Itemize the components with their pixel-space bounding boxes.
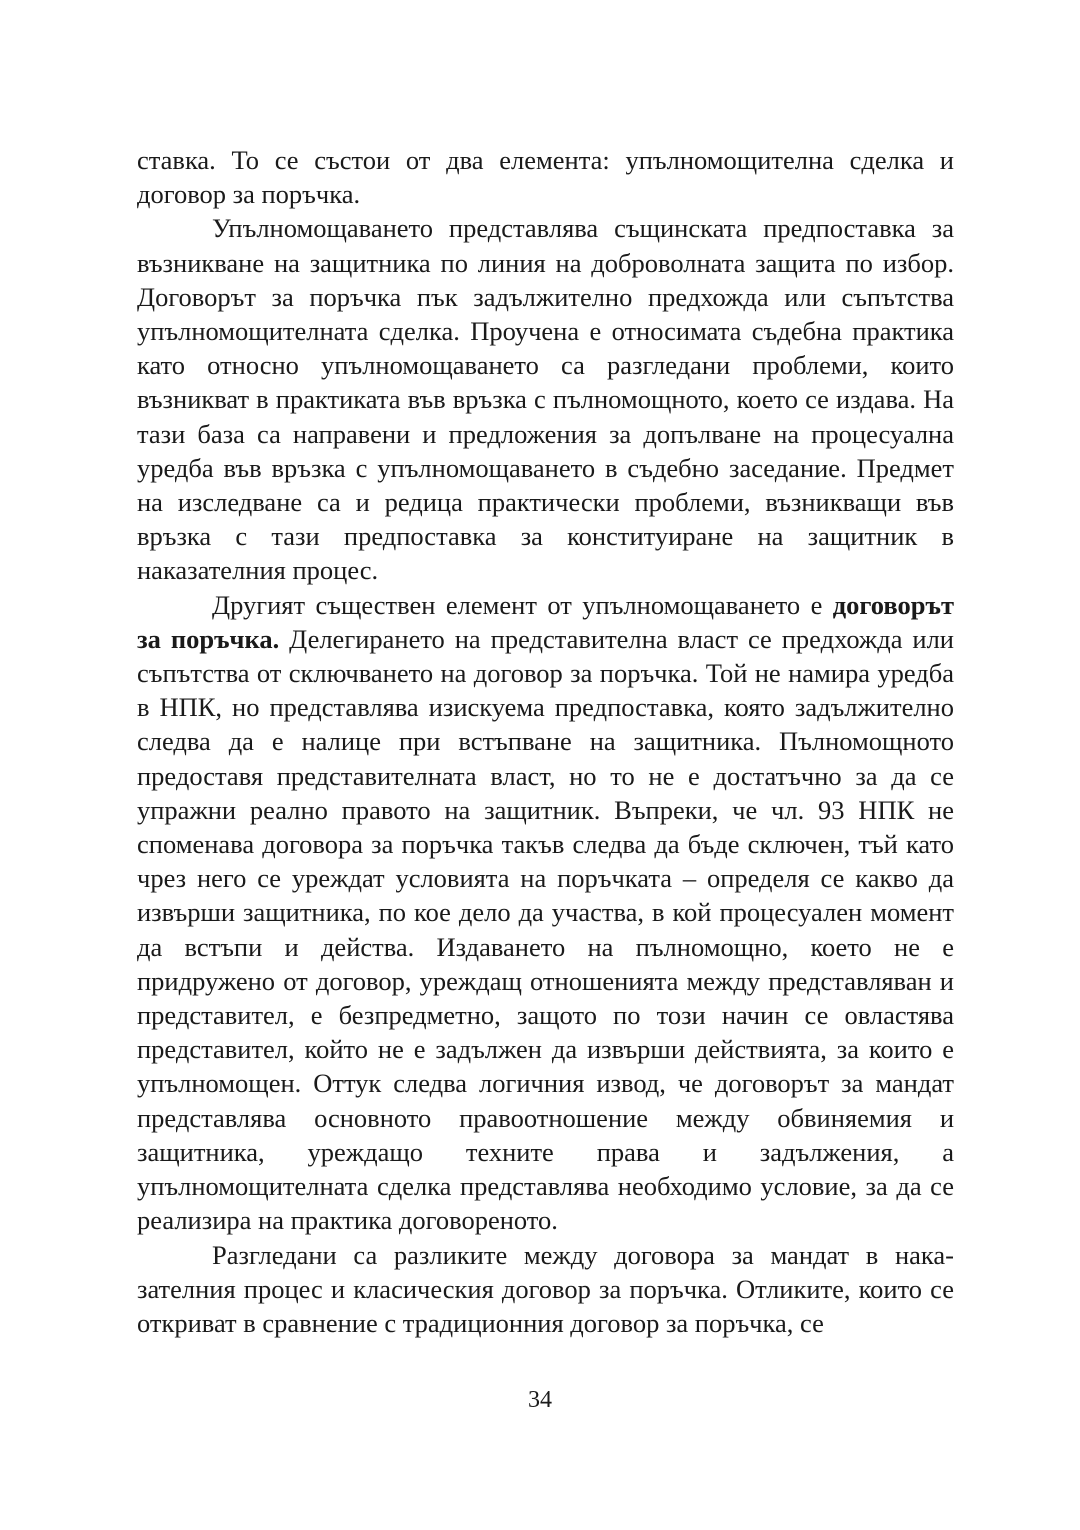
page-number: 34 — [528, 1387, 552, 1413]
paragraph-1: ставка. То се състои от два елемента: упълномощителна сделка и договор за поръчка. — [137, 145, 954, 210]
paragraph-2: Упълномощаването представлява същинската предпоставка за възникване на защитника по линия на доброволната защита по избор. Договорът за поръчка пък задължително предхожда или съпътства упълномощителната сделка. Проучена е относимата съдебна практика като относно упълномощаването са разгледани проблеми, които възникват в практиката във връзка с пълномощното, което се издава. На тази база са направени и предложения за допълване на процесуална уредба във връзка с упълномощаването в съдебно заседание. Предмет на изследване са и редица практически проблеми, възникващи във връзка с тази предпоставка за конституиране на защитник в наказателния процес. — [137, 213, 954, 586]
paragraph-3-text-start: Другият съществен елемент от упълномощаването е — [212, 589, 833, 620]
paragraph-3-text-end: Делегирането на представителна власт се предхожда или съпътства от сключването на договор за поръчка. Той не намира уредба в НПК, но представлява изискуема предпоставка, която задължително следва да е налице при встъпване на защитника. Пълномощното предоставя представителната власт, но то не е достатъчно за да се упражни реално правото на защитник. Въпреки, че чл. 93 НПК не споменава договора за поръчка такъв следва да бъде сключен, тъй като чрез него се уреждат условията на поръчката – определя се какво да извърши защитника, по кое дело да участва, в кой процесуален момент да встъпи и действа. Издаването на пълномощно, което не е придружено от договор, уреждащ отношенията между представляван и представител, е безпредметно, защото по този начин се овластява представител, който не е задължен да извърши действията, за които е упълномощен. Оттук следва логичния извод, че договорът за мандат представлява основното правоотношение между обвиняемия и защитника, уреждащо техните права и задължения, а упълномощителната сделка представлява необходимо условие, за да се реализира на практика договореното. — [137, 623, 954, 1236]
paragraph-4: Разгледани са разликите между договора за мандат в наказателния процес и класическия договор за поръчка. Отликите, които се откриват в сравнение с традиционния договор за поръчка, се — [137, 1239, 954, 1338]
paragraph-3 — [137, 588, 954, 1238]
document-body — [137, 143, 954, 1340]
paragraph-3-bold-term: договорът за поръчка. — [137, 589, 954, 654]
